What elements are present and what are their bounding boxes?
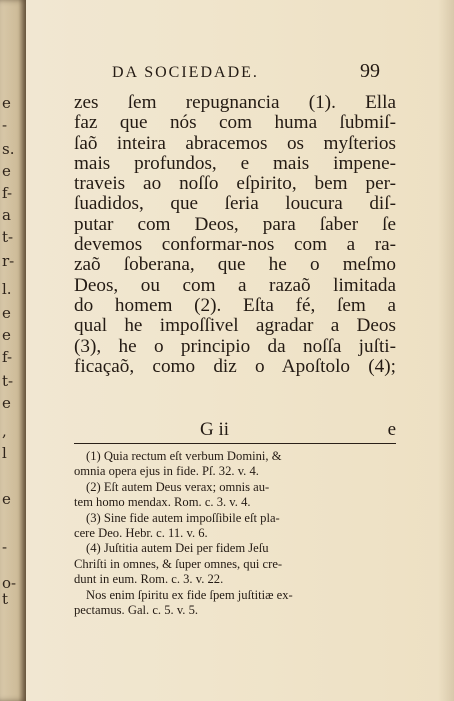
prev-page-fragment: a <box>2 206 11 224</box>
footnote-line: tem homo mendax. Rom. c. 3. v. 4. <box>74 495 251 510</box>
text-line: ſuadidos, que ſeria loucura diſ- <box>74 193 396 215</box>
text-line: ſaõ inteira abracemos os myſterios <box>74 132 396 154</box>
text-line: Deos, ou com a razaõ limitada <box>74 274 396 296</box>
prev-page-fragment: l <box>2 444 7 462</box>
prev-page-fragment: e <box>2 326 11 344</box>
previous-page-edge <box>0 0 26 701</box>
text-line: putar com Deos, para ſaber ſe <box>74 213 396 235</box>
prev-page-fragment: t- <box>2 228 14 246</box>
prev-page-fragment: e <box>2 490 11 508</box>
text-line: devemos conformar-nos com a ra- <box>74 234 396 256</box>
prev-page-fragment: e <box>2 94 11 112</box>
running-head <box>112 60 380 83</box>
prev-page-fragment: f- <box>2 348 13 366</box>
text-line: (3), he o principio da noſſa juſti- <box>74 335 396 357</box>
prev-page-fragment: e <box>2 162 11 180</box>
text-line: faz que nós com huma ſubmiſ- <box>74 112 396 134</box>
footnote-line: cere Deo. Hebr. c. 11. v. 6. <box>74 525 208 540</box>
text-line: zes ſem repugnancia (1). Ella <box>74 92 396 113</box>
prev-page-fragment: t <box>2 590 9 608</box>
prev-page-fragment: , <box>2 422 7 440</box>
footnotes <box>74 449 396 618</box>
body-text <box>74 93 396 377</box>
text-line: do homem (2). Eſta fé, ſem a <box>74 294 396 316</box>
prev-page-fragment: e <box>2 394 11 412</box>
footnote-line: omnia opera ejus in fide. Pſ. 32. v. 4. <box>74 464 259 479</box>
page-number: 99 <box>360 60 380 82</box>
footnote-line: (2) Eſt autem Deus verax; omnis au- <box>86 479 270 494</box>
catchword: e <box>387 419 396 440</box>
signature-mark: G ii <box>200 419 230 440</box>
prev-page-fragment: f- <box>2 184 13 202</box>
page-edge-shading <box>438 0 454 701</box>
prev-page-fragment: - <box>2 116 8 134</box>
footnote-line: (1) Quia rectum eſt verbum Domini, & <box>86 449 282 463</box>
footnote-line: Nos enim ſpiritu ex fide ſpem juſtitiæ ex- <box>86 587 293 602</box>
book-page <box>26 0 454 701</box>
footnote-line: dunt in eum. Rom. c. 3. v. 22. <box>74 572 224 587</box>
footnote-rule <box>74 443 396 444</box>
prev-page-fragment: e <box>2 304 11 322</box>
prev-page-fragment: o- <box>2 574 17 592</box>
footnote-line: (4) Juſtitia autem Dei per fidem Jeſu <box>86 541 269 556</box>
text-line: zaõ ſoberana, que he o meſmo <box>74 254 396 276</box>
prev-page-fragment: t- <box>2 372 14 390</box>
text-line: qual he impoſſivel agradar a Deos <box>74 315 396 337</box>
prev-page-fragment: r- <box>2 252 15 270</box>
text-line: traveis ao noſſo eſpirito, bem per- <box>74 173 396 195</box>
footnote-line: Chriſti in omnes, & ſuper omnes, qui cre- <box>74 556 283 571</box>
prev-page-fragment: - <box>2 538 8 556</box>
text-line: mais profundos, e mais impene- <box>74 152 396 174</box>
footnote-line: pectamus. Gal. c. 5. v. 5. <box>74 602 199 617</box>
text-line: ficaçaõ, como diz o Apoſtolo (4); <box>74 355 396 377</box>
footnote-line: (3) Sine fide autem impoſſibile eſt pla- <box>86 510 280 525</box>
prev-page-fragment: l. <box>2 280 12 298</box>
running-title: DA SOCIEDADE. <box>112 64 259 81</box>
prev-page-fragment: s. <box>2 140 15 158</box>
